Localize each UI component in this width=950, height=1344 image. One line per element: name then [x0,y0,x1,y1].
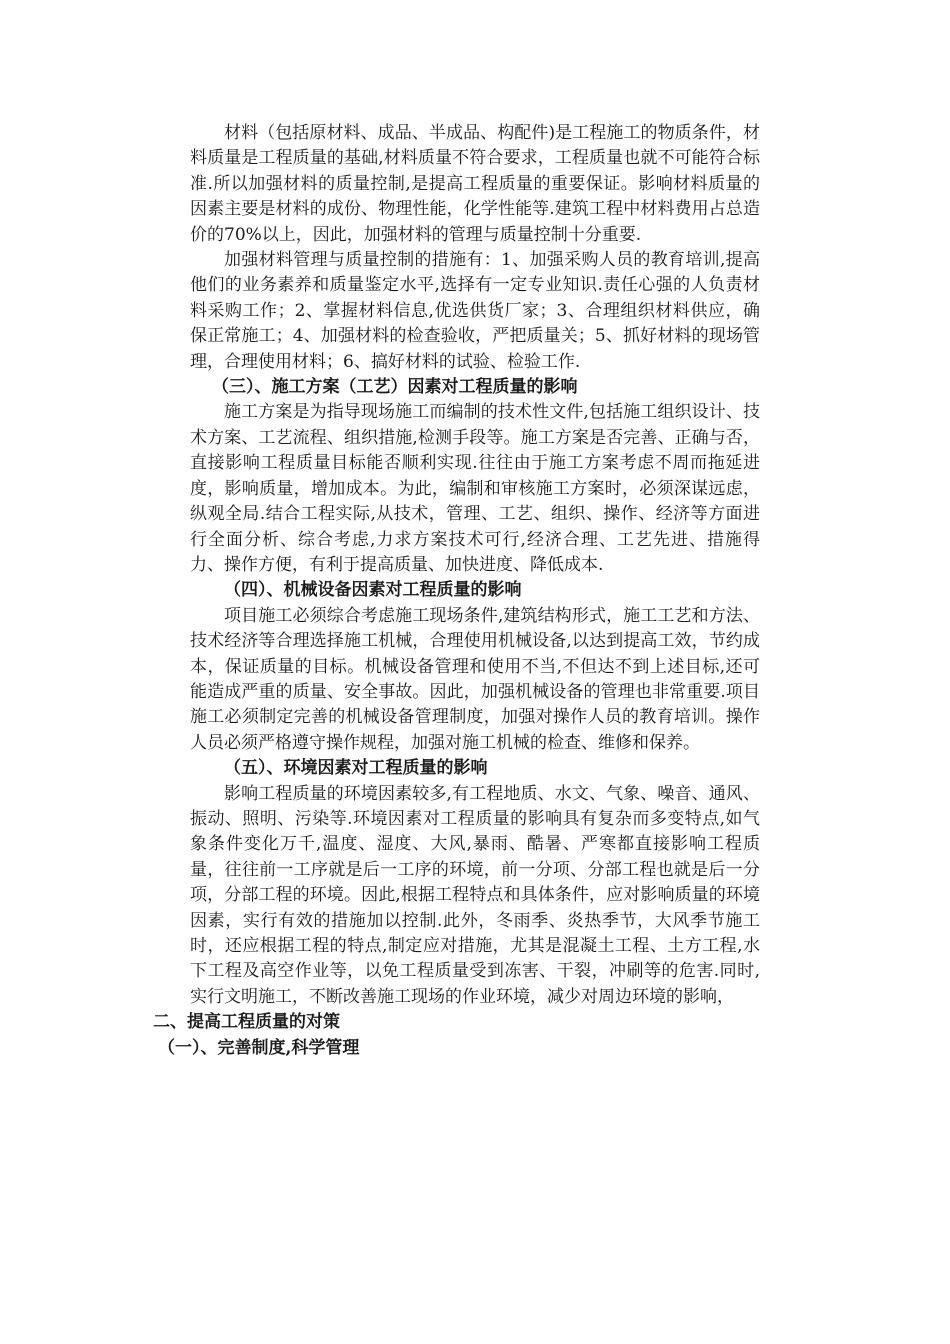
paragraph-material-measures: 加强材料管理与质量控制的措施有：1、加强采购人员的教育培训,提高他们的业务素养和质量鉴定水平,选择有一定专业知识.责任心强的人负责材料采购工作；2、掌握材料信息,优选供货厂家；3、合理组织材料供应，确保正常施工；4、加强材料的检查验收，严把质量关；5、抓好材料的现场管理，合理使用材料；6、搞好材料的试验、检验工作. [190,250,760,372]
paragraph-materials: 材料（包括原材料、成品、半成品、构配件)是工程施工的物质条件，材料质量是工程质量的基础,材料质量不符合要求，工程质量也就不可能符合标准.所以加强材料的质量控制,是提高工程质量的重要保证。影响材料质量的因素主要是材料的成份、物理性能，化学性能等.建筑工程中材料费用占总造价的70%以上，因此，加强材料的管理与质量控制十分重要. [190,123,760,245]
paragraph-environment: 影响工程质量的环境因素较多,有工程地质、水文、气象、噪音、通风、振动、照明、污染等.环境因素对工程质量的影响具有复杂而多变特点,如气象条件变化万千,温度、湿度、大风,暴雨、酷暑、严寒都直接影响工程质量，往往前一工序就是后一工序的环境，前一分项、分部工程也就是后一分项，分部工程的环境。因此,根据工程特点和具体条件，应对影响质量的环境因素，实行有效的措施加以控制.此外，冬雨季、炎热季节，大风季节施工时，还应根据工程的特点,制定应对措施，尤其是混凝土工程、土方工程,水下工程及高空作业等，以免工程质量受到冻害、干裂，冲刷等的危害.同时,实行文明施工，不断改善施工现场的作业环境，减少对周边环境的影响， [190,783,760,1007]
heading-environment: （五）、环境因素对工程质量的影响 [224,758,488,779]
heading-improve-system: （一）、完善制度,科学管理 [158,1037,360,1058]
heading-countermeasures: 二、提高工程质量的对策 [153,1012,340,1033]
heading-machinery: （四）、机械设备因素对工程质量的影响 [224,580,522,601]
paragraph-machinery: 项目施工必须综合考虑施工现场条件,建筑结构形式，施工工艺和方法、技术经济等合理选择施工机械，合理使用机械设备,以达到提高工效，节约成本，保证质量的目标。机械设备管理和使用不当,不但达不到上述目标,还可能造成严重的质量、安全事故。因此，加强机械设备的管理也非常重要.项目施工必须制定完善的机械设备管理制度，加强对操作人员的教育培训。操作人员必须严格遵守操作规程，加强对施工机械的检查、维修和保养。 [190,605,760,753]
document-body [153,121,760,1061]
paragraph-construction-plan: 施工方案是为指导现场施工而编制的技术性文件,包括施工组织设计、技术方案、工艺流程、组织措施,检测手段等。施工方案是否完善、正确与否，直接影响工程质量目标能否顺利实现.往往由于施工方案考虑不周而拖延进度，影响质量，增加成本。为此，编制和审核施工方案时，必须深谋远虑，纵观全局.结合工程实际,从技术，管理、工艺、组织、操作、经济等方面进行全面分析、综合考虑,力求方案技术可行,经济合理、工艺先进、措施得力、操作方便，有利于提高质量、加快进度、降低成本. [190,402,760,575]
heading-construction-plan: （三）、施工方案（工艺）因素对工程质量的影响 [212,377,578,398]
